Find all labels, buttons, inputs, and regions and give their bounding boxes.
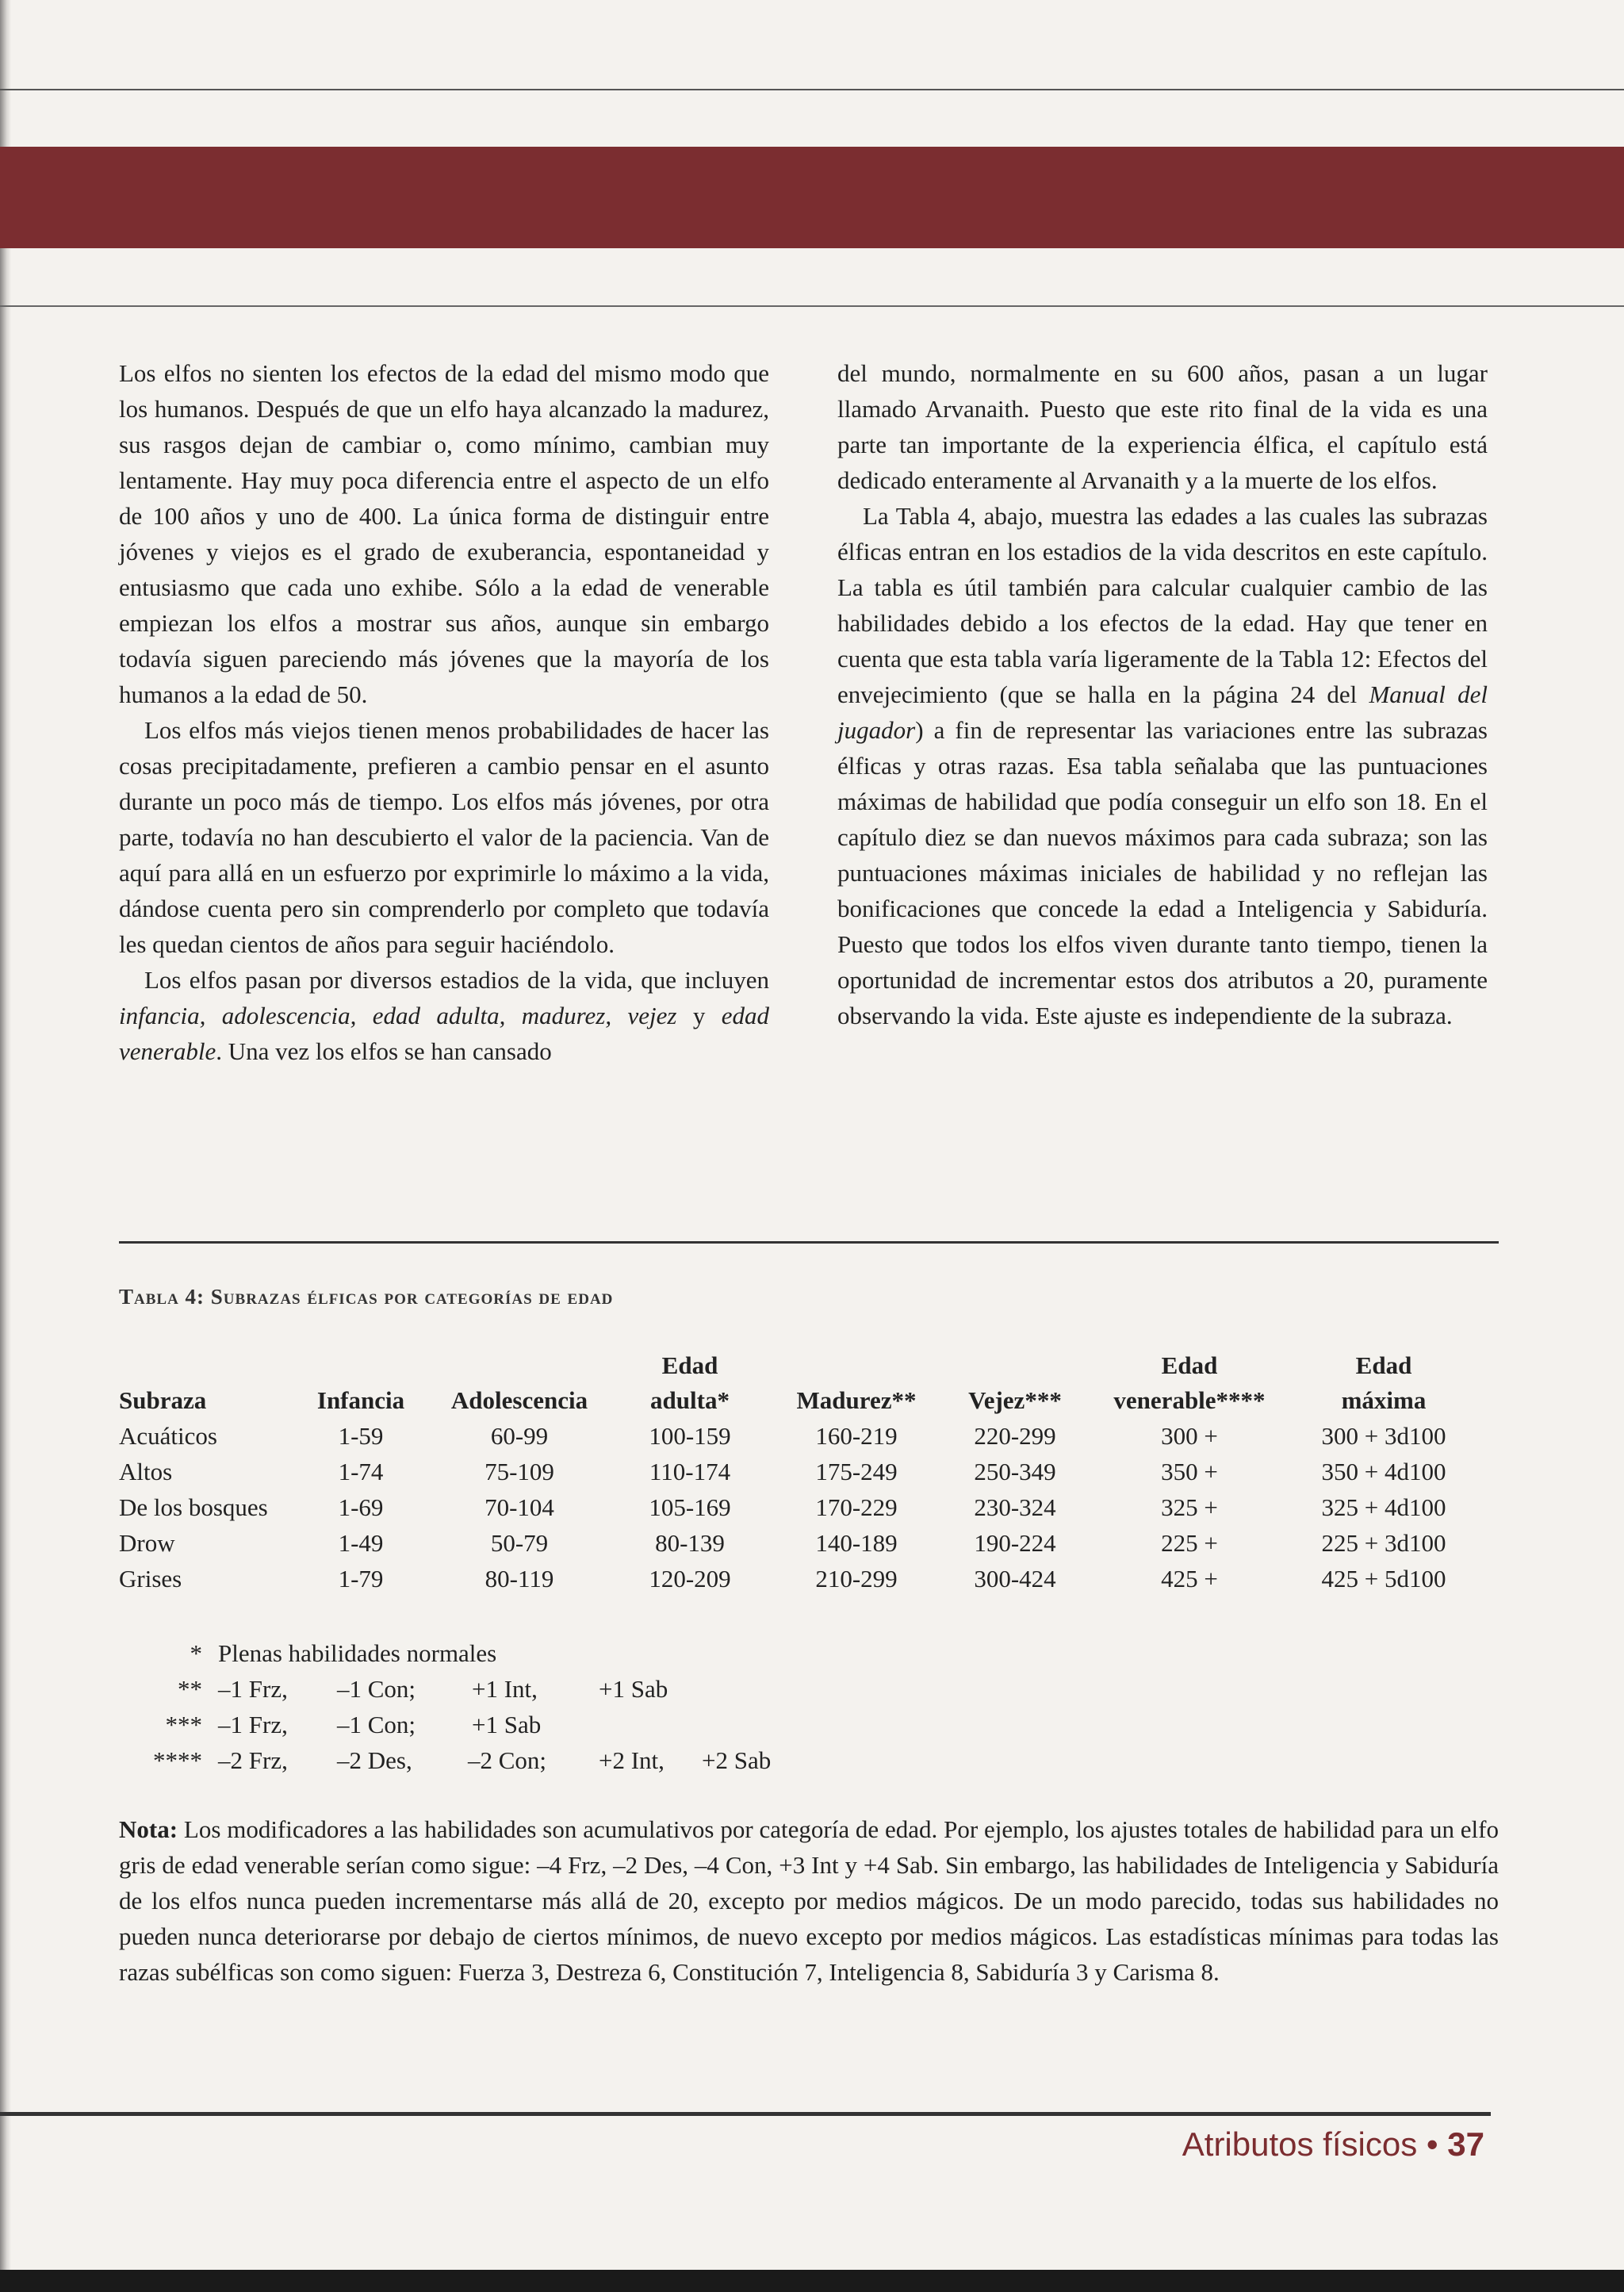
age-range-cell: 225 + (1161, 1529, 1218, 1557)
header-infancia: Infancia (316, 1386, 405, 1414)
age-range-cell: 350 + (1161, 1458, 1218, 1485)
header-edad-venerable: Edad venerable**** (1113, 1351, 1266, 1414)
nota-label: Nota: (119, 1815, 178, 1843)
age-range-cell: 300 + 3d100 (1321, 1422, 1446, 1450)
age-range-cell: 325 + 4d100 (1321, 1493, 1446, 1521)
footnote-item: –1 Frz, (218, 1711, 288, 1738)
section-name: Atributos físicos (1182, 2125, 1418, 2163)
table-section-rule (119, 1241, 1499, 1244)
subrace-name: Altos (119, 1458, 173, 1485)
running-footer (1182, 2125, 1484, 2164)
subrace-name: De los bosques (119, 1493, 268, 1521)
age-range-cell: 75-109 (485, 1458, 554, 1485)
bullet: • (1426, 2125, 1438, 2163)
venerable-term: edad venerable (119, 1002, 769, 1065)
age-range-cell: 425 + (1161, 1565, 1218, 1593)
age-range-cell: 350 + 4d100 (1321, 1458, 1446, 1485)
table-body (119, 1418, 1499, 1596)
nota-paragraph: Nota: Los modificadores a las habilidades son acumulativos por categoría de edad. Por ejemplo, los ajustes totales de habilidad para un elfo gris de edad venerable serían como sigue: –4 Frz, –2 Des, –4 Con, +3 Int y +4 Sab. Sin embargo, las habilidades de Inteligencia y Sabiduría de los elfos nunca pueden incrementarse más allá de 20, excepto por medios mágicos. De un modo parecido, todas sus habilidades no pueden nunca deteriorarse por debajo de ciertos mínimos, de nuevo excepto por medios mágicos. Las estadísticas mínimas para todas las razas subélficas son como siguen: Fuerza 3, Destreza 6, Constitución 7, Inteligencia 8, Sabiduría 3 y Carisma 8. (119, 1815, 1499, 1986)
footnote-item: –1 Frz, (218, 1675, 288, 1703)
age-range-cell: 50-79 (490, 1529, 549, 1557)
age-range-cell: 105-169 (649, 1493, 731, 1521)
age-range-cell: 425 + 5d100 (1321, 1565, 1446, 1593)
age-range-cell: 1-49 (338, 1529, 384, 1557)
header-adolescencia: Adolescencia (450, 1386, 588, 1414)
footnote-item: –1 Con; (337, 1675, 416, 1703)
footnote-item: –2 Frz, (218, 1746, 288, 1774)
footnote-item: +2 Sab (702, 1746, 772, 1774)
table-row (119, 1525, 1499, 1561)
paragraph: Los elfos no sienten los efectos de la edad del mismo modo que los humanos. Después de que un elfo haya alcanzado la madurez, sus rasgos dejan de cambiar o, como mínimo, cambian muy lentamente. Hay muy poca diferencia entre el aspecto de un elfo de 100 años y uno de 400. La única forma de distinguir entre jóvenes y viejos es el grado de exuberancia, espontaneidad y entusiasmo que cada uno exhibe. Sólo a la edad de venerable empiezan los elfos a mostrar sus años, aunque sin embargo todavía siguen pareciendo más jóvenes que la mayoría de los humanos a la edad de 50. (119, 359, 769, 708)
footnote-mark: * (190, 1639, 202, 1667)
page-binding-shadow (0, 0, 11, 2292)
footnote-mark: **** (153, 1746, 202, 1774)
table-header (119, 1348, 1499, 1418)
age-range-cell: 80-119 (485, 1565, 554, 1593)
paragraph: La Tabla 4, abajo, muestra las edades a las cuales las subrazas élficas entran en los estadios de la vida descritos en este capítulo. La tabla es útil también para calcular cualquier cambio de las habilidades debido a los efectos de la edad. Hay que tener en cuenta que esta tabla varía ligeramente de la Tabla 12: Efectos del envejecimiento (que se halla en la página 24 del Manual del jugador) a fin de representar las variaciones entre las subrazas élficas y otras razas. Esa tabla señalaba que las puntuaciones máximas de habilidad que podía conseguir un elfo son 18. En el capítulo diez se dan nuevos máximos para cada subraza; son las puntuaciones máximas iniciales de habilidad y no reflejan las bonificaciones que concede la edad a Inteligencia y Sabiduría. Puesto que todos los elfos viven durante tanto tiempo, tienen la oportunidad de incrementar estos dos atributos a 20, puramente observando la vida. Este ajuste es independiente de la subraza. (837, 502, 1488, 1029)
age-range-cell: 1-69 (338, 1493, 384, 1521)
age-range-cell: 175-249 (815, 1458, 898, 1485)
age-range-cell: 100-159 (649, 1422, 731, 1450)
age-range-cell: 120-209 (649, 1565, 731, 1593)
header-edad-adulta: Edad adulta* (650, 1351, 730, 1414)
scan-bottom-edge (0, 2270, 1624, 2292)
left-column (119, 355, 769, 1069)
header-banner (0, 147, 1624, 248)
age-range-cell: 140-189 (815, 1529, 898, 1557)
age-range-cell: 1-74 (338, 1458, 384, 1485)
age-range-cell: 70-104 (485, 1493, 554, 1521)
footnote-item: +1 Sab (599, 1675, 668, 1703)
age-range-cell: 325 + (1161, 1493, 1218, 1521)
life-stages-term: infancia, adolescencia, edad adulta, madurez, vejez (119, 1002, 677, 1029)
age-range-cell: 210-299 (815, 1565, 898, 1593)
header-vejez: Vejez*** (968, 1386, 1062, 1414)
age-range-cell: 230-324 (974, 1493, 1056, 1521)
footnote-item: +1 Sab (472, 1711, 542, 1738)
table-row (119, 1418, 1499, 1454)
footnote-item: +1 Int, (472, 1675, 538, 1703)
age-range-cell: 80-139 (655, 1529, 725, 1557)
book-title: Manual del jugador (837, 680, 1488, 744)
footnote-item: –2 Des, (337, 1746, 412, 1774)
footnote-item: Plenas habilidades normales (218, 1639, 497, 1667)
footnote-mark: *** (165, 1711, 202, 1738)
subrace-name: Acuáticos (119, 1422, 217, 1450)
age-range-cell: 110-174 (649, 1458, 731, 1485)
age-range-cell: 1-59 (338, 1422, 384, 1450)
age-range-cell: 160-219 (815, 1422, 898, 1450)
age-range-cell: 1-79 (338, 1565, 384, 1593)
subrace-name: Drow (119, 1529, 175, 1557)
footnote-item: –2 Con; (468, 1746, 547, 1774)
paragraph: Los elfos más viejos tienen menos probabilidades de hacer las cosas precipitadamente, prefieren a cambio pensar en el asunto durante un poco más de tiempo. Los elfos más jóvenes, por otra parte, todavía no han descubierto el valor de la paciencia. Van de aquí para allá en un esfuerzo por exprimirle lo máximo a la vida, dándose cuenta pero sin comprenderlo por completo que todavía les quedan cientos de años para seguir haciéndolo. (119, 716, 769, 958)
age-range-cell: 300 + (1161, 1422, 1218, 1450)
table-title: Tabla 4: Subrazas élficas por categorías de edad (119, 1285, 614, 1309)
age-range-cell: 190-224 (974, 1529, 1056, 1557)
age-range-cell: 170-229 (815, 1493, 898, 1521)
paragraph: del mundo, normalmente en su 600 años, pasan a un lugar llamado Arvanaith. Puesto que este rito final de la vida es una parte tan importante de la experiencia élfica, el capítulo está dedicado enteramente al Arvanaith y a la muerte de los elfos. (837, 359, 1488, 494)
right-column (837, 355, 1488, 1033)
table-row (119, 1561, 1499, 1596)
subrace-name: Grises (119, 1565, 182, 1593)
top-rule (0, 89, 1624, 90)
table-row (119, 1489, 1499, 1525)
header-subraza: Subraza (119, 1386, 207, 1414)
age-range-cell: 220-299 (974, 1422, 1056, 1450)
header-rule (0, 305, 1624, 307)
footnote-item: –1 Con; (337, 1711, 416, 1738)
footer-rule (0, 2112, 1491, 2116)
header-madurez: Madurez** (796, 1386, 917, 1414)
age-range-cell: 300-424 (974, 1565, 1056, 1593)
age-range-cell: 60-99 (490, 1422, 549, 1450)
age-table (119, 1348, 1499, 1596)
age-range-cell: 250-349 (974, 1458, 1056, 1485)
paragraph: Los elfos pasan por diversos estadios de la vida, que incluyen infancia, adolescencia, edad adulta, madurez, vejez y edad venerable. Una vez los elfos se han cansado (119, 966, 769, 1065)
page-number: 37 (1447, 2125, 1484, 2163)
table-row (119, 1454, 1499, 1489)
footnote-item: +2 Int, (599, 1746, 665, 1774)
age-range-cell: 225 + 3d100 (1321, 1529, 1446, 1557)
footnote-mark: ** (178, 1675, 202, 1703)
header-edad-maxima: Edad máxima (1341, 1351, 1427, 1414)
